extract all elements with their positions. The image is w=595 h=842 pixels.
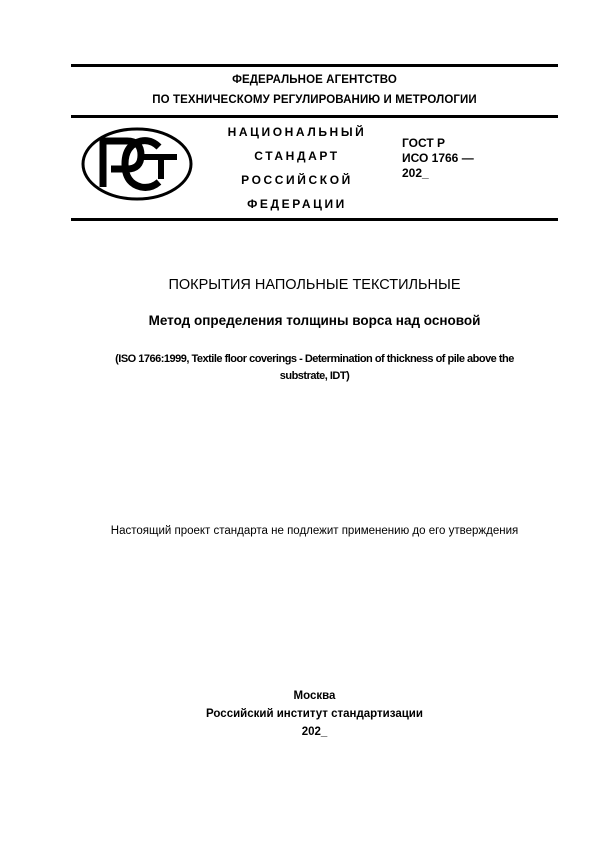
designation-line-2: ИСО 1766 — xyxy=(402,151,474,165)
header-bottom-rule xyxy=(71,218,558,221)
standard-type-line-3: РОССИЙСКОЙ xyxy=(241,173,353,187)
draft-note: Настоящий проект стандарта не подлежит применению до его утверждения xyxy=(110,525,519,537)
agency-bottom-rule xyxy=(71,115,558,118)
agency-line-2: ПО ТЕХНИЧЕСКОМУ РЕГУЛИРОВАНИЮ И МЕТРОЛОГИИ xyxy=(152,94,477,106)
standard-type-line-2: СТАНДАРТ xyxy=(254,149,340,163)
imprint-year: 202_ xyxy=(301,726,328,738)
iso-reference-line-1: (ISO 1766:1999, Textile floor coverings - Determination of thickness of pile above the xyxy=(115,353,514,365)
designation-line-3: 202_ xyxy=(402,166,429,180)
imprint-city: Москва xyxy=(293,690,336,702)
standard-type-line-4: ФЕДЕРАЦИИ xyxy=(247,197,347,211)
document-title: ПОКРЫТИЯ НАПОЛЬНЫЕ ТЕКСТИЛЬНЫЕ xyxy=(168,277,461,293)
top-rule xyxy=(71,64,558,67)
agency-line-1: ФЕДЕРАЛЬНОЕ АГЕНТСТВО xyxy=(232,74,397,86)
document-subtitle: Метод определения толщины ворса над основой xyxy=(148,313,481,328)
standard-type-line-1: НАЦИОНАЛЬНЫЙ xyxy=(227,125,367,139)
imprint-publisher: Российский институт стандартизации xyxy=(206,708,423,720)
designation-line-1: ГОСТ Р xyxy=(402,136,446,150)
iso-reference xyxy=(65,351,564,385)
iso-reference-line-2: substrate, IDT) xyxy=(279,370,350,382)
rst-gost-logo-icon xyxy=(81,127,193,201)
designation xyxy=(402,136,474,181)
